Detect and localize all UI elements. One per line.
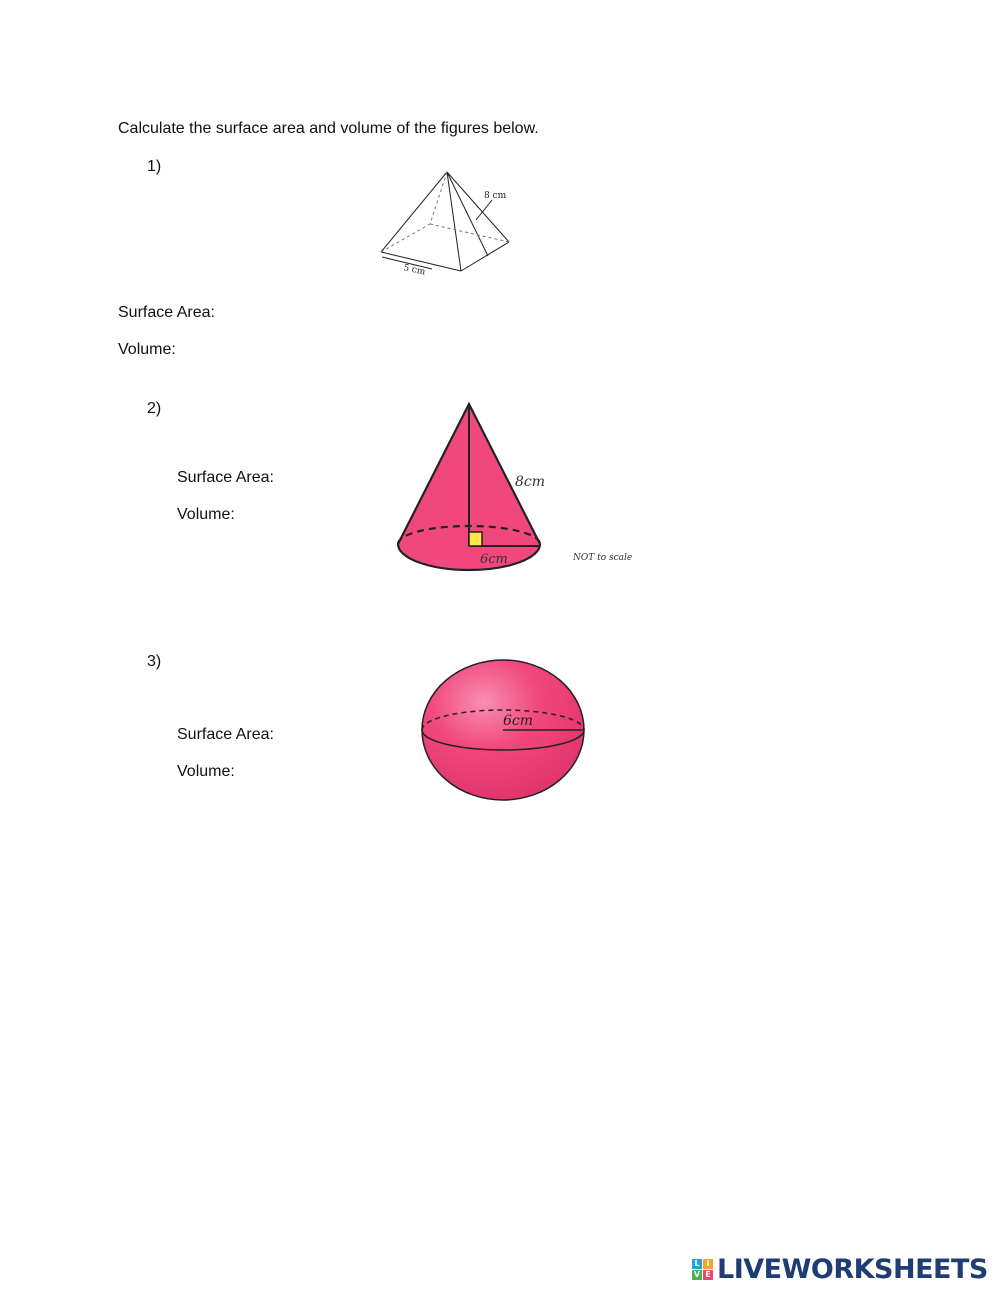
logo-wordmark: LIVEWORKSHEETS <box>717 1253 988 1285</box>
sphere-radius-label: 6cm <box>503 713 534 729</box>
volume-label-1: Volume: <box>118 341 176 358</box>
pyramid-base-label: 5 cm <box>402 263 427 278</box>
logo-grid-icon <box>692 1259 713 1280</box>
sphere-figure <box>414 654 594 806</box>
cone-figure <box>392 398 632 578</box>
cone-radius-label: 6cm <box>480 552 508 567</box>
cone-note: NOT to scale <box>573 553 632 563</box>
problem-3-number: 3) <box>147 653 162 670</box>
instructions: Calculate the surface area and volume of the figures below. <box>118 120 539 137</box>
volume-label-2: Volume: <box>177 506 235 523</box>
logo-letter-v: V <box>693 1270 701 1279</box>
surface-area-label-3: Surface Area: <box>177 726 274 743</box>
surface-area-label-2: Surface Area: <box>177 469 274 486</box>
cone-slant-label: 8cm <box>515 474 546 490</box>
volume-label-3: Volume: <box>177 763 235 780</box>
logo-letter-i: I <box>703 1259 713 1269</box>
problem-2-number: 2) <box>147 400 162 417</box>
pyramid-slant-label: 8 cm <box>484 191 507 201</box>
liveworksheets-logo <box>692 1252 988 1286</box>
surface-area-label-1: Surface Area: <box>118 304 215 321</box>
pyramid-figure <box>370 166 520 278</box>
logo-letter-e: E <box>703 1270 713 1280</box>
problem-1-number: 1) <box>147 158 162 175</box>
logo-letter-l: L <box>692 1259 702 1269</box>
